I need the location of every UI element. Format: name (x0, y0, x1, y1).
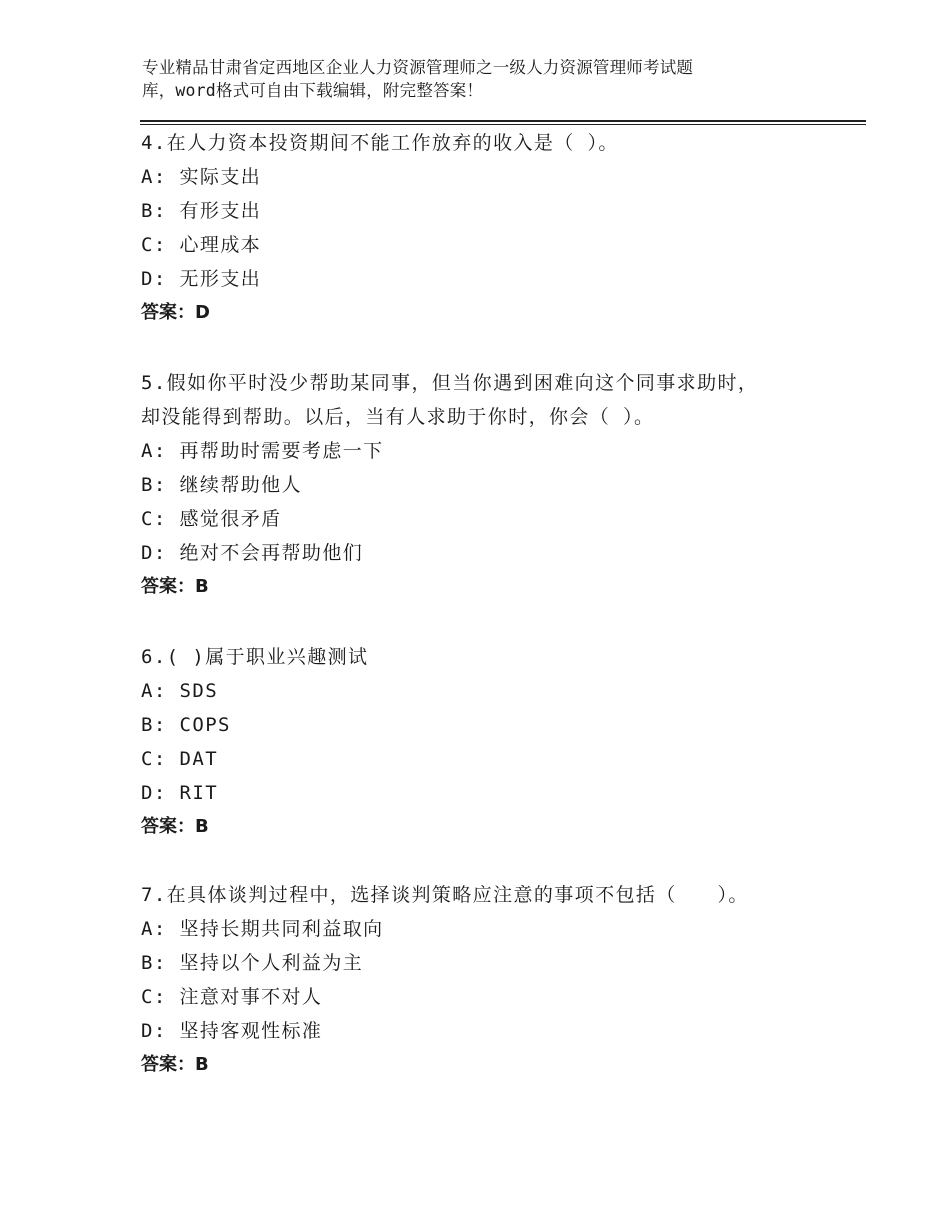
question-block-5 (141, 366, 861, 604)
option-c: C: 注意对事不对人 (141, 986, 323, 1008)
option-b: B: 继续帮助他人 (141, 474, 302, 496)
question-block-6 (141, 640, 861, 844)
answer-label: 答案：B (141, 816, 209, 837)
option-a: A: SDS (141, 680, 219, 702)
option-d: D: 绝对不会再帮助他们 (141, 542, 364, 564)
question-stem-continued: 却没能得到帮助。以后，当有人求助于你时，你会（ ）。 (141, 406, 655, 428)
option-c: C: 心理成本 (141, 234, 262, 256)
header-line-2: 库，word格式可自由下载编辑，附完整答案！ (142, 81, 484, 100)
option-c: C: DAT (141, 748, 219, 770)
option-c: C: 感觉很矛盾 (141, 508, 282, 530)
answer-label: 答案：B (141, 576, 209, 597)
header-divider-thin (140, 124, 866, 125)
option-b: B: 有形支出 (141, 200, 262, 222)
question-block-4 (141, 126, 861, 330)
option-b: B: 坚持以个人利益为主 (141, 952, 364, 974)
question-stem: 4.在人力资本投资期间不能工作放弃的收入是（ ）。 (141, 132, 619, 154)
option-d: D: 坚持客观性标准 (141, 1020, 323, 1042)
option-d: D: RIT (141, 782, 219, 804)
option-d: D: 无形支出 (141, 268, 262, 290)
question-stem: 6.( )属于职业兴趣测试 (141, 646, 369, 668)
question-stem: 5.假如你平时没少帮助某同事，但当你遇到困难向这个同事求助时， (141, 372, 759, 394)
option-a: A: 实际支出 (141, 166, 262, 188)
option-b: B: COPS (141, 714, 231, 736)
answer-label: 答案：D (141, 302, 210, 323)
header-line-1: 专业精品甘肃省定西地区企业人力资源管理师之一级人力资源管理师考试题 (142, 58, 694, 77)
option-a: A: 坚持长期共同利益取向 (141, 918, 384, 940)
option-a: A: 再帮助时需要考虑一下 (141, 440, 384, 462)
question-stem: 7.在具体谈判过程中，选择谈判策略应注意的事项不包括（ ）。 (141, 884, 749, 906)
question-block-7 (141, 878, 861, 1082)
header-divider-thick (140, 120, 866, 122)
document-header (142, 56, 782, 102)
answer-label: 答案：B (141, 1054, 209, 1075)
